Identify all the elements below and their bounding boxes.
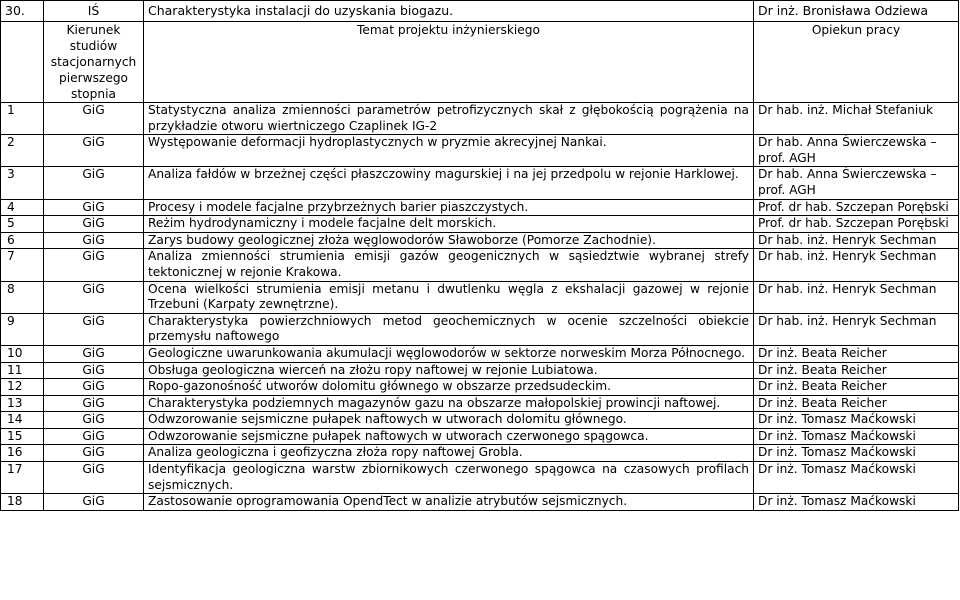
row-number: 14	[1, 412, 44, 429]
row-supervisor: Dr hab. inż. Michał Stefaniuk	[754, 103, 959, 135]
table-row	[1, 167, 959, 199]
row-topic: Obsługa geologiczna wierceń na złożu ropy naftowej w rejonie Lubiatowa.	[144, 362, 754, 379]
row-field: GiG	[44, 232, 144, 249]
row-supervisor: Dr inż. Beata Reicher	[754, 395, 959, 412]
table-row	[1, 199, 959, 216]
row-topic: Występowanie deformacji hydroplastycznych w pryzmie akrecyjnej Nankai.	[144, 135, 754, 167]
row-field: GiG	[44, 249, 144, 281]
row-field: GiG	[44, 135, 144, 167]
header-kierunek: Kierunek studiów stacjonarnych pierwszego stopnia	[44, 22, 144, 103]
row-field: GiG	[44, 199, 144, 216]
row-number: 12	[1, 379, 44, 396]
row-supervisor: Dr inż. Tomasz Maćkowski	[754, 428, 959, 445]
header-number-cell	[1, 22, 44, 103]
top-row	[1, 1, 959, 22]
row-number: 2	[1, 135, 44, 167]
row-topic: Analiza zmienności strumienia emisji gazów geogenicznych w sąsiedztwie wybranej strefy tektonicznej w rejonie Krakowa.	[144, 249, 754, 281]
table-row	[1, 494, 959, 511]
row-number: 1	[1, 103, 44, 135]
row-supervisor: Dr inż. Tomasz Maćkowski	[754, 445, 959, 462]
header-opiekun: Opiekun pracy	[754, 22, 959, 103]
row-topic: Geologiczne uwarunkowania akumulacji węglowodorów w sektorze norweskim Morza Północnego.	[144, 345, 754, 362]
row-number: 9	[1, 313, 44, 345]
row-field: GiG	[44, 412, 144, 429]
row-topic: Zastosowanie oprogramowania OpendTect w analizie atrybutów sejsmicznych.	[144, 494, 754, 511]
table-row	[1, 135, 959, 167]
table-row	[1, 379, 959, 396]
row-supervisor: Prof. dr hab. Szczepan Porębski	[754, 199, 959, 216]
row-number: 18	[1, 494, 44, 511]
top-row-number: 30.	[1, 1, 44, 22]
row-field: GiG	[44, 395, 144, 412]
row-supervisor: Dr hab. Anna Świerczewska – prof. AGH	[754, 167, 959, 199]
row-number: 13	[1, 395, 44, 412]
row-topic: Odwzorowanie sejsmiczne pułapek naftowych w utworach czerwonego spągowca.	[144, 428, 754, 445]
row-number: 7	[1, 249, 44, 281]
table-row	[1, 281, 959, 313]
row-topic: Zarys budowy geologicznej złoża węglowodorów Sławoborze (Pomorze Zachodnie).	[144, 232, 754, 249]
row-topic: Analiza fałdów w brzeżnej części płaszczowiny magurskiej i na jej przedpolu w rejonie Harklowej.	[144, 167, 754, 199]
table-row	[1, 395, 959, 412]
row-supervisor: Dr hab. inż. Henryk Sechman	[754, 281, 959, 313]
row-number: 5	[1, 216, 44, 233]
row-field: GiG	[44, 445, 144, 462]
table-row	[1, 362, 959, 379]
row-number: 11	[1, 362, 44, 379]
row-supervisor: Dr inż. Beata Reicher	[754, 379, 959, 396]
row-field: GiG	[44, 281, 144, 313]
row-topic: Analiza geologiczna i geofizyczna złoża ropy naftowej Grobla.	[144, 445, 754, 462]
row-topic: Ropo-gazonośność utworów dolomitu głównego w obszarze przedsudeckim.	[144, 379, 754, 396]
row-topic: Odwzorowanie sejsmiczne pułapek naftowych w utworach dolomitu głównego.	[144, 412, 754, 429]
row-field: GiG	[44, 462, 144, 494]
row-topic: Charakterystyka powierzchniowych metod geochemicznych w ocenie szczelności obiekcie przemysłu naftowego	[144, 313, 754, 345]
row-number: 8	[1, 281, 44, 313]
row-supervisor: Dr hab. Anna Świerczewska – prof. AGH	[754, 135, 959, 167]
row-topic: Identyfikacja geologiczna warstw zbiornikowych czerwonego spągowca na czasowych profilach sejsmicznych.	[144, 462, 754, 494]
row-supervisor: Dr inż. Tomasz Maćkowski	[754, 462, 959, 494]
table-row	[1, 345, 959, 362]
row-field: GiG	[44, 379, 144, 396]
row-supervisor: Dr inż. Beata Reicher	[754, 345, 959, 362]
row-field: GiG	[44, 428, 144, 445]
row-field: GiG	[44, 167, 144, 199]
row-supervisor: Prof. dr hab. Szczepan Porębski	[754, 216, 959, 233]
row-supervisor: Dr hab. inż. Henryk Sechman	[754, 232, 959, 249]
row-number: 16	[1, 445, 44, 462]
row-supervisor: Dr hab. inż. Henryk Sechman	[754, 249, 959, 281]
table-row	[1, 249, 959, 281]
row-field: GiG	[44, 313, 144, 345]
row-topic: Procesy i modele facjalne przybrzeżnych barier piaszczystych.	[144, 199, 754, 216]
row-number: 4	[1, 199, 44, 216]
row-number: 6	[1, 232, 44, 249]
row-topic: Statystyczna analiza zmienności parametrów petrofizycznych skał z głębokością pogrążenia na przykładzie otworu wiertniczego Czaplinek IG-2	[144, 103, 754, 135]
table-row	[1, 232, 959, 249]
table-row	[1, 462, 959, 494]
row-field: GiG	[44, 103, 144, 135]
row-supervisor: Dr inż. Beata Reicher	[754, 362, 959, 379]
row-topic: Ocena wielkości strumienia emisji metanu i dwutlenku węgla z ekshalacji gazowej w rejonie Trzebuni (Karpaty zewnętrzne).	[144, 281, 754, 313]
row-field: GiG	[44, 345, 144, 362]
row-number: 3	[1, 167, 44, 199]
header-row	[1, 22, 959, 103]
table-row	[1, 428, 959, 445]
table-row	[1, 103, 959, 135]
header-temat: Temat projektu inżynierskiego	[144, 22, 754, 103]
row-topic: Charakterystyka podziemnych magazynów gazu na obszarze małopolskiej prowincji naftowej.	[144, 395, 754, 412]
row-number: 17	[1, 462, 44, 494]
row-supervisor: Dr inż. Tomasz Maćkowski	[754, 412, 959, 429]
table-body	[1, 103, 959, 511]
top-row-title: Charakterystyka instalacji do uzyskania biogazu.	[144, 1, 754, 22]
row-supervisor: Dr inż. Tomasz Maćkowski	[754, 494, 959, 511]
table-row	[1, 313, 959, 345]
row-topic: Reżim hydrodynamiczny i modele facjalne delt morskich.	[144, 216, 754, 233]
top-row-code: IŚ	[44, 1, 144, 22]
row-supervisor: Dr hab. inż. Henryk Sechman	[754, 313, 959, 345]
row-field: GiG	[44, 494, 144, 511]
row-field: GiG	[44, 362, 144, 379]
table-row	[1, 412, 959, 429]
row-number: 10	[1, 345, 44, 362]
row-field: GiG	[44, 216, 144, 233]
row-number: 15	[1, 428, 44, 445]
table-row	[1, 445, 959, 462]
table-row	[1, 216, 959, 233]
top-row-supervisor: Dr inż. Bronisława Odziewa	[754, 1, 959, 22]
